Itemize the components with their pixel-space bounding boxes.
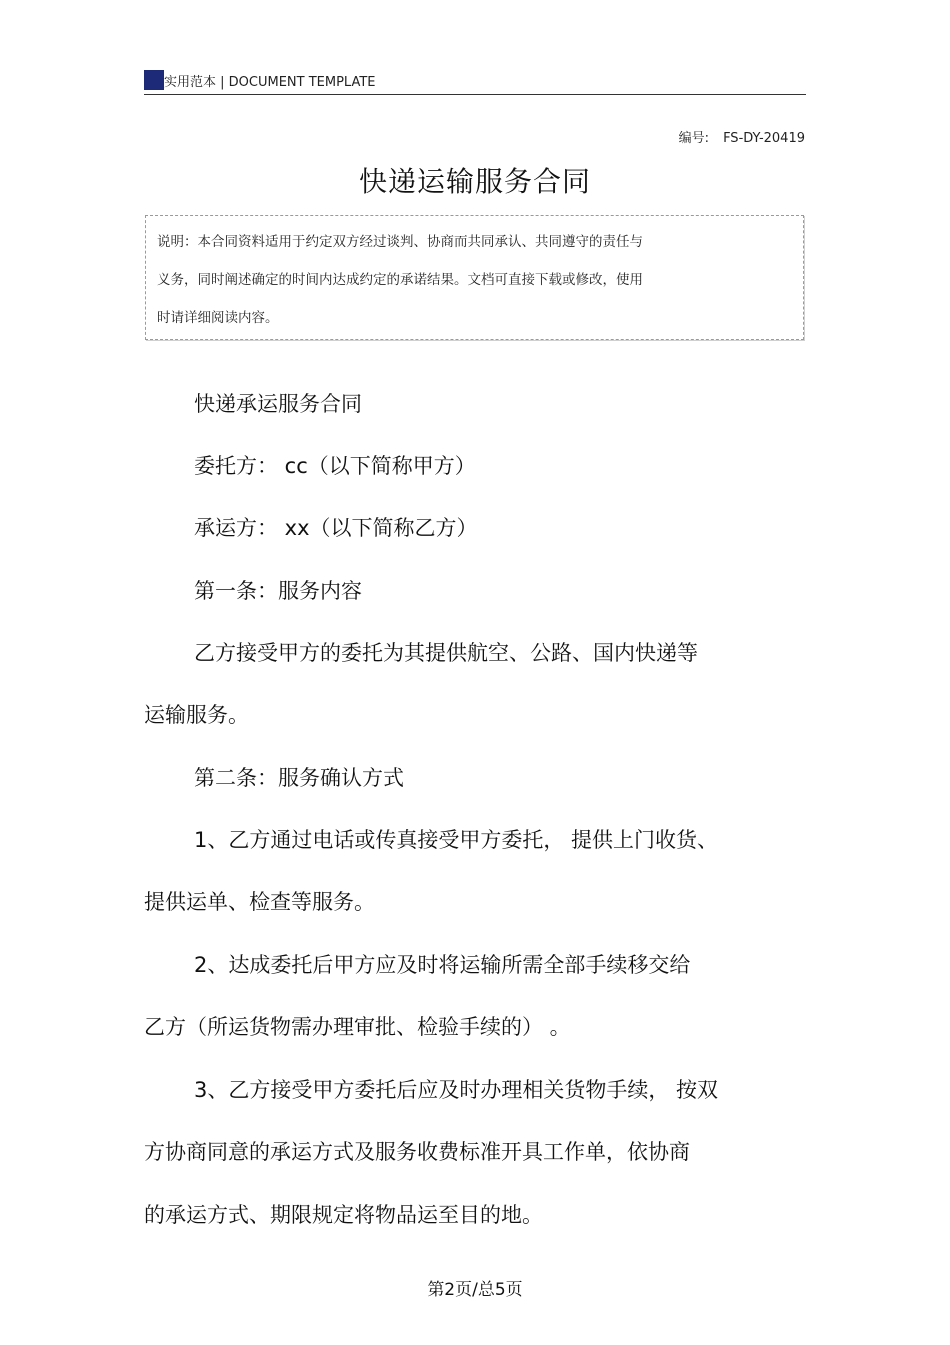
contract-heading: 快递承运服务合同 — [194, 392, 362, 416]
document-number-label: 编号: — [678, 131, 710, 146]
document-number-value: FS-DY-20419 — [723, 131, 805, 146]
paragraph-line: 乙方接受甲方的委托为其提供航空、公路、国内快递等 — [194, 641, 698, 665]
paragraph-line: 提供运单、检查等服务。 — [144, 890, 375, 914]
description-line: 时请详细阅读内容。 — [157, 310, 279, 326]
paragraph-line: 3、乙方接受甲方委托后应及时办理相关货物手续， 按双 — [194, 1078, 719, 1102]
page-number: 第2页/总5页 — [427, 1280, 523, 1300]
carrier-party: 承运方： xx（以下简称乙方） — [194, 516, 478, 540]
page-header — [144, 68, 806, 95]
paragraph-line: 1、乙方通过电话或传真接受甲方委托， 提供上门收货、 — [194, 828, 719, 852]
brand-square-icon — [144, 70, 164, 90]
description-box — [145, 215, 804, 340]
article-heading: 第二条：服务确认方式 — [194, 766, 404, 790]
paragraph-line: 乙方（所运货物需办理审批、检验手续的） 。 — [144, 1015, 571, 1039]
principal-party: 委托方： cc（以下简称甲方） — [194, 454, 476, 478]
document-number — [679, 127, 805, 146]
article-heading: 第一条：服务内容 — [194, 579, 362, 603]
paragraph-line: 2、达成委托后甲方应及时将运输所需全部手续移交给 — [194, 953, 691, 977]
description-line: 说明：本合同资料适用于约定双方经过谈判、协商而共同承认、共同遵守的责任与 — [157, 234, 643, 250]
paragraph-line: 的承运方式、期限规定将物品运至目的地。 — [144, 1203, 543, 1227]
paragraph-line: 运输服务。 — [144, 703, 249, 727]
header-text: 实用范本 | DOCUMENT TEMPLATE — [164, 75, 376, 90]
paragraph-line: 方协商同意的承运方式及服务收费标准开具工作单，依协商 — [144, 1140, 690, 1164]
document-title: 快递运输服务合同 — [358, 165, 591, 198]
description-line: 义务，同时阐述确定的时间内达成约定的承诺结果。文档可直接下载或修改，使用 — [157, 272, 643, 288]
